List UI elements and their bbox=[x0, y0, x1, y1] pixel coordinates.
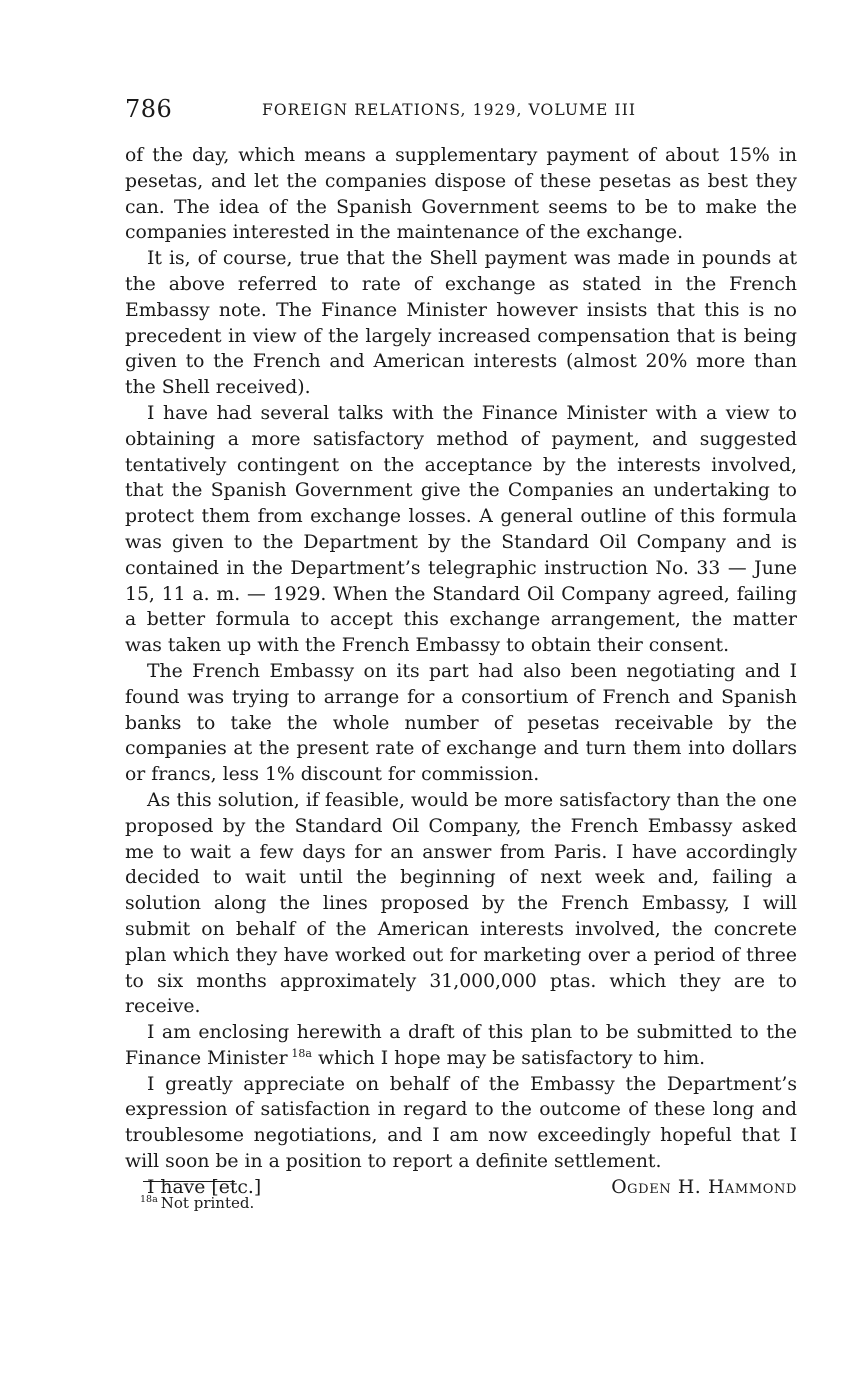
page-number: 786 bbox=[125, 95, 173, 123]
paragraph: I greatly appreciate on behalf of the Embassy the Department’s expression of satisfaction in regard to the outcome of these long and troublesome negotiations, and I am now exceedingly hopeful that I will soon be in a position to report a definite settlement. bbox=[125, 1073, 797, 1173]
enclosure-text-continued: which I hope may be satisfactory to him. bbox=[311, 1047, 706, 1069]
footnote-divider bbox=[143, 1181, 235, 1182]
running-head bbox=[125, 95, 797, 125]
paragraph: I have had several talks with the Finance Minister with a view to obtaining a more satisfactory method of payment, and suggested tentatively contingent on the acceptance by the interests involved, that the Spanish Government give the Companies an undertaking to protect them from exchange losses. A general outline of this formula was given to the Department by the Standard Oil Company and is contained in the Department’s telegraphic instruction No. 33 — June 15, 11 a. m. — 1929. When the Standard Oil Company agreed, failing a better formula to accept this exchange arrangement, the matter was taken up with the French Embassy to obtain their consent. bbox=[125, 402, 797, 657]
body-text bbox=[125, 143, 797, 1201]
footnote-reference[interactable]: 18a bbox=[291, 1046, 312, 1060]
signature: Ogden H. Hammond bbox=[611, 1176, 797, 1198]
enclosure-text: I am enclosing herewith a draft of this plan to be submitted to the Finance Minister bbox=[125, 1022, 797, 1069]
paragraph-enclosure bbox=[125, 1020, 797, 1072]
footnote-mark: 18a bbox=[140, 1194, 158, 1205]
paragraph: As this solution, if feasible, would be more satisfactory than the one proposed by the Standard Oil Company, the French Embassy asked me to wait a few days for an answer from Paris. I have accordingly decided to wait until the beginning of next week and, failing a solution along the lines proposed by the French Embassy, I will submit on behalf of the American interests involved, the concrete plan which they have worked out for marketing over a period of three to six months approximately 31,000,000 ptas. which they are to receive. bbox=[125, 789, 797, 1018]
paragraph: of the day, which means a supplementary payment of about 15% in pesetas, and let the companies dispose of these pesetas as best they can. The idea of the Spanish Government seems to be to make the companies interested in the maintenance of the exchange. bbox=[125, 145, 797, 244]
paragraph: The French Embassy on its part had also been negotiating and I found was trying to arrange for a consortium of French and Spanish banks to take the whole number of pesetas receivable by the companies at the present rate of exchange and turn them into dollars or francs, less 1% discount for commission. bbox=[125, 660, 797, 786]
complimentary-close: I have [etc.] bbox=[147, 1176, 262, 1198]
footnote bbox=[140, 1193, 254, 1213]
paragraph: It is, of course, true that the Shell payment was made in pounds at the above referred to rate of exchange as stated in the French Embassy note. The Finance Minister however insists that this is no precedent in view of the largely increased compensation that is being given to the French and American interests (almost 20% more than the Shell received). bbox=[125, 248, 797, 399]
footnote-text: Not printed. bbox=[160, 1194, 255, 1212]
running-title: FOREIGN RELATIONS, 1929, VOLUME III bbox=[262, 101, 637, 119]
